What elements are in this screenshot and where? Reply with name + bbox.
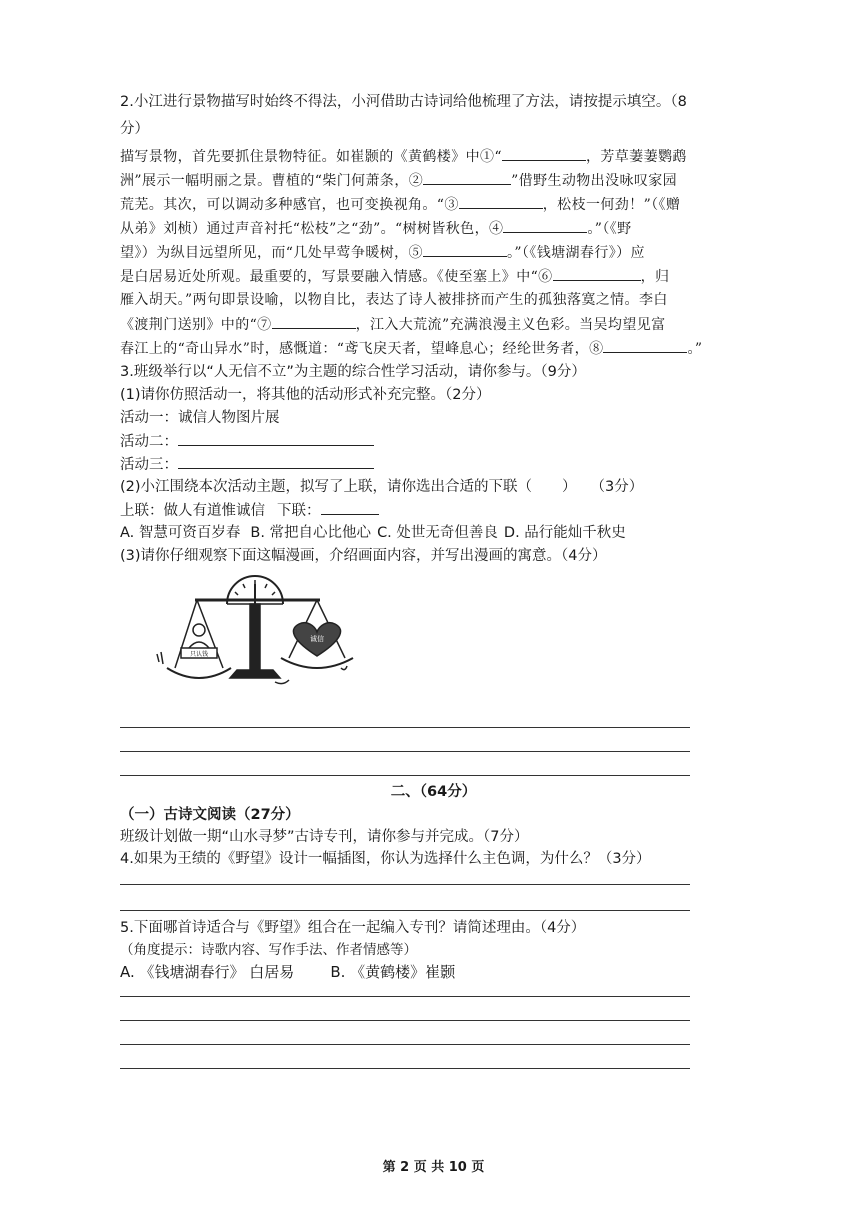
- option-b[interactable]: B. 常把自心比他心: [250, 525, 372, 541]
- answer-line[interactable]: [120, 884, 690, 885]
- q2-line-7: 雁入胡天。”两句即景设喻，以物自比，表达了诗人被排挤而产生的孤独落寞之情。李白: [120, 292, 668, 308]
- activity-3-blank[interactable]: [178, 454, 374, 469]
- couplet-upper: 上联：做人有道惟诚信: [120, 503, 265, 519]
- option-a[interactable]: A. 智慧可资百岁春: [120, 525, 241, 541]
- q2-line-2: [120, 170, 677, 191]
- blank-1[interactable]: [502, 146, 586, 161]
- blank-5[interactable]: [423, 242, 507, 257]
- balance-scale-cartoon: [155, 570, 355, 695]
- q2-text: 洲”展示一幅明丽之景。曹植的“柴门何萧条，②: [120, 173, 424, 189]
- q2-text: 望》）为纵目远望所见，而“几处早莺争暖树，⑤: [120, 245, 423, 261]
- q2-line-9: [120, 338, 702, 359]
- q2-text: ，江入大荒流”充满浪漫主义色彩。当吴均望见富: [355, 317, 666, 333]
- answer-line[interactable]: [120, 1020, 690, 1021]
- q5-stem: 5.下面哪首诗适合与《野望》组合在一起编入专刊？请简述理由。（4分）: [120, 920, 586, 936]
- activity-3: [120, 454, 374, 475]
- activity-2-label: 活动二：: [120, 434, 178, 450]
- q2-text: 从弟》刘桢）通过声音衬托“松枝”之“劲”。“树树皆秋色，④: [120, 221, 504, 237]
- q5-options: [120, 962, 455, 982]
- q2-line-1: [120, 146, 687, 167]
- section-intro: 班级计划做一期“山水寻梦”古诗专刊，请你参与并完成。（7分）: [120, 829, 529, 845]
- q2-stem: [120, 92, 687, 112]
- q2-text: ，归: [640, 269, 670, 285]
- blank-7[interactable]: [272, 314, 356, 329]
- q2-text: 是白居易近处所观。最重要的，写景要融入情感。《使至塞上》中“⑥: [120, 269, 553, 285]
- section-title: 二、（64分）: [390, 784, 477, 800]
- q3-sub2-text: (2)小江围绕本次活动主题，拟写了上联，请你选出合适的下联（: [120, 479, 533, 495]
- q5-option-a: A. 《钱塘湖春行》 白居易: [120, 963, 295, 981]
- q2-text: ”借野生动物出没咏叹家园: [511, 173, 678, 189]
- couplet: [120, 500, 379, 521]
- q3-sub1: (1)请你仿照活动一，将其他的活动形式补充完整。（2分）: [120, 387, 491, 403]
- activity-3-label: 活动三：: [120, 457, 178, 473]
- answer-line[interactable]: [120, 1044, 690, 1045]
- q2-line-8: [120, 314, 666, 335]
- option-c[interactable]: C. 处世无奇但善良: [377, 525, 498, 541]
- q3-sub2-paren: ）: [562, 479, 577, 495]
- answer-line[interactable]: [120, 727, 690, 728]
- cartoon-right-label: 诚信: [310, 635, 324, 643]
- answer-line[interactable]: [120, 751, 690, 752]
- q2-line-3: [120, 194, 680, 215]
- blank-3[interactable]: [459, 194, 543, 209]
- q3-stem: 3.班级举行以“人无信不立”为主题的综合性学习活动，请你参与。（9分）: [120, 364, 586, 380]
- q2-text: 。”: [687, 341, 703, 357]
- q3-sub2: [120, 477, 643, 497]
- q2-text: 。”（《钱塘湖春行》）应: [506, 245, 645, 261]
- answer-line[interactable]: [120, 1068, 690, 1069]
- answer-line[interactable]: [120, 996, 690, 997]
- q5-option-b: B. 《黄鹤楼》崔颢: [330, 963, 456, 981]
- q5-hint: （角度提示：诗歌内容、写作手法、作者情感等）: [120, 942, 417, 958]
- activity-2-blank[interactable]: [178, 431, 374, 446]
- option-d[interactable]: D. 品行能灿千秋史: [503, 525, 626, 541]
- q3-sub3: (3)请你仔细观察下面这幅漫画，介绍画面内容，并写出漫画的寓意。（4分）: [120, 548, 607, 564]
- q2-line-6: [120, 266, 669, 287]
- q2-text: 《渡荆门送别》中的“⑦: [120, 317, 272, 333]
- q2-stem-cont: 分）: [120, 121, 149, 137]
- q2-text: 描写景物，首先要抓住景物特征。如崔颢的《黄鹤楼》中①“: [120, 149, 502, 165]
- q2-text: ，松枝一何劲！”（《赠: [542, 197, 681, 213]
- activity-1: 活动一：诚信人物图片展: [120, 410, 280, 426]
- answer-line[interactable]: [120, 775, 690, 776]
- q2-text: ，芳草萋萋鹦鹉: [585, 149, 687, 165]
- q4-stem: 4.如果为王绩的《野望》设计一幅插图，你认为选择什么主色调，为什么？（3分）: [120, 851, 651, 867]
- q2-text: 荒芜。其次，可以调动多种感官，也可变换视角。“③: [120, 197, 459, 213]
- q2-line-4: [120, 218, 632, 239]
- q2-text: 春江上的“奇山异水”时，感慨道：“鸢飞戾天者，望峰息心；经纶世务者，⑧: [120, 341, 604, 357]
- blank-8[interactable]: [603, 338, 687, 353]
- blank-6[interactable]: [553, 266, 641, 281]
- answer-line[interactable]: [120, 910, 690, 911]
- couplet-lower-blank[interactable]: [321, 500, 379, 515]
- q2-line-5: [120, 242, 645, 263]
- blank-2[interactable]: [423, 170, 511, 185]
- page-number: 第 2 页 共 10 页: [382, 1160, 485, 1175]
- couplet-lower-label: 下联：: [277, 503, 321, 519]
- q2-text: 。”（《野: [587, 221, 632, 237]
- q3-options: [120, 523, 626, 543]
- cartoon-left-label: 只认钱: [189, 651, 209, 658]
- q2-stem-text: 2.小江进行景物描写时始终不得法，小河借助古诗词给他梳理了方法，请按提示填空。（8: [120, 94, 687, 110]
- part-heading: （一）古诗文阅读（27分）: [120, 807, 300, 823]
- activity-2: [120, 431, 374, 452]
- q3-sub2-score: （3分）: [590, 479, 644, 495]
- blank-4[interactable]: [503, 218, 587, 233]
